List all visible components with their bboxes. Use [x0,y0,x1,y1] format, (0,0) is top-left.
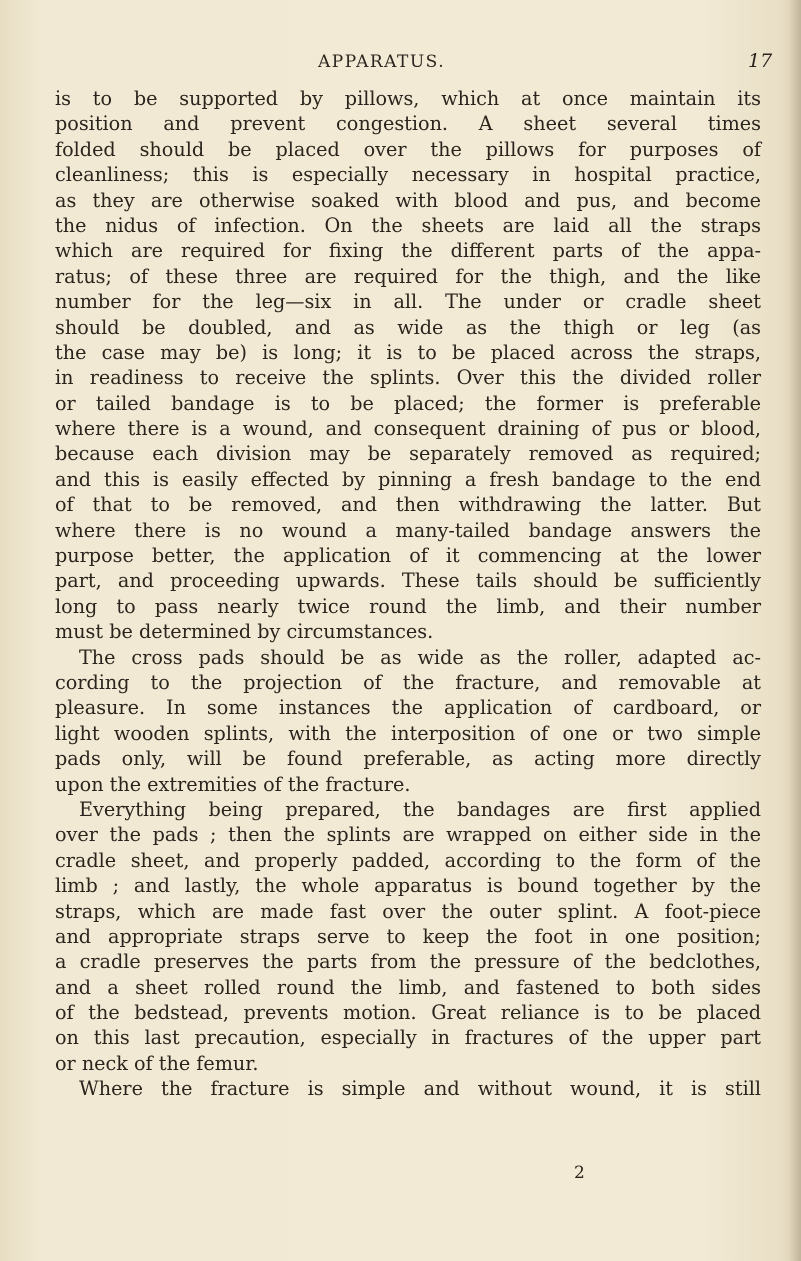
text-line: and this is easily effected by pinning a fresh bandage to the end [55,467,761,491]
text-line: or neck of the femur. [55,1051,259,1075]
text-line: must be determined by circumstances. [55,620,434,644]
text-line: a cradle preserves the parts from the pressure of the bedclothes, [55,950,761,974]
text-line: pads only, will be found preferable, as acting more directly [55,747,761,771]
text-line: over the pads ; then the splints are wrapped on either side in the [55,823,761,847]
text-line: which are required for fixing the different parts of the appa- [55,239,761,263]
text-line: Everything being prepared, the bandages are first applied [79,797,761,821]
text-line: because each division may be separately removed as required; [55,442,761,466]
text-line: number for the leg—six in all. The under or cradle sheet [55,290,761,314]
text-line: folded should be placed over the pillows for purposes of [55,137,761,161]
text-line: ratus; of these three are required for the thigh, and the like [55,264,761,288]
text-line: long to pass nearly twice round the limb, and their number [55,594,761,618]
page-number: 17 [748,50,773,72]
text-line: upon the extremities of the fracture. [55,772,411,796]
text-line: position and prevent congestion. A sheet several times [55,112,761,136]
running-header: APPARATUS. [318,52,446,72]
text-line: where there is a wound, and consequent draining of pus or blood, [55,417,761,441]
text-line: as they are otherwise soaked with blood and pus, and become [55,188,761,212]
text-line: cradle sheet, and properly padded, according to the form of the [55,848,761,872]
body-text [55,86,761,1102]
text-line: on this last precaution, especially in fractures of the upper part [55,1026,761,1050]
text-line: light wooden splints, with the interposition of one or two simple [55,721,761,745]
text-line: is to be supported by pillows, which at once maintain its [55,87,761,110]
text-line: purpose better, the application of it commencing at the lower [55,544,761,568]
text-line: part, and proceeding upwards. These tails should be sufficiently [55,569,761,593]
text-line: and appropriate straps serve to keep the foot in one position; [55,924,761,948]
text-line: of that to be removed, and then withdrawing the latter. But [55,493,761,517]
text-line: where there is no wound a many-tailed bandage answers the [55,518,761,542]
text-line: the nidus of infection. On the sheets are laid all the straps [55,213,761,237]
text-line: cleanliness; this is especially necessary in hospital practice, [55,163,761,187]
text-line: cording to the projection of the fracture, and removable at [55,670,761,694]
text-line: pleasure. In some instances the application of cardboard, or [55,696,761,720]
page-edge-shadow [789,0,801,1261]
text-line: The cross pads should be as wide as the roller, adapted ac- [79,645,761,669]
text-line: straps, which are made fast over the outer splint. A foot-piece [55,899,761,923]
text-line: limb ; and lastly, the whole apparatus is bound together by the [55,874,761,898]
text-line: and a sheet rolled round the limb, and fastened to both sides [55,975,761,999]
text-line: the case may be) is long; it is to be placed across the straps, [55,340,761,364]
text-line: should be doubled, and as wide as the thigh or leg (as [55,315,761,339]
text-line: in readiness to receive the splints. Over this the divided roller [55,366,761,390]
signature-mark: 2 [574,1163,585,1183]
text-line: Where the fracture is simple and without wound, it is still [79,1077,761,1101]
text-line: of the bedstead, prevents motion. Great reliance is to be placed [55,1001,761,1025]
text-line: or tailed bandage is to be placed; the former is preferable [55,391,761,415]
